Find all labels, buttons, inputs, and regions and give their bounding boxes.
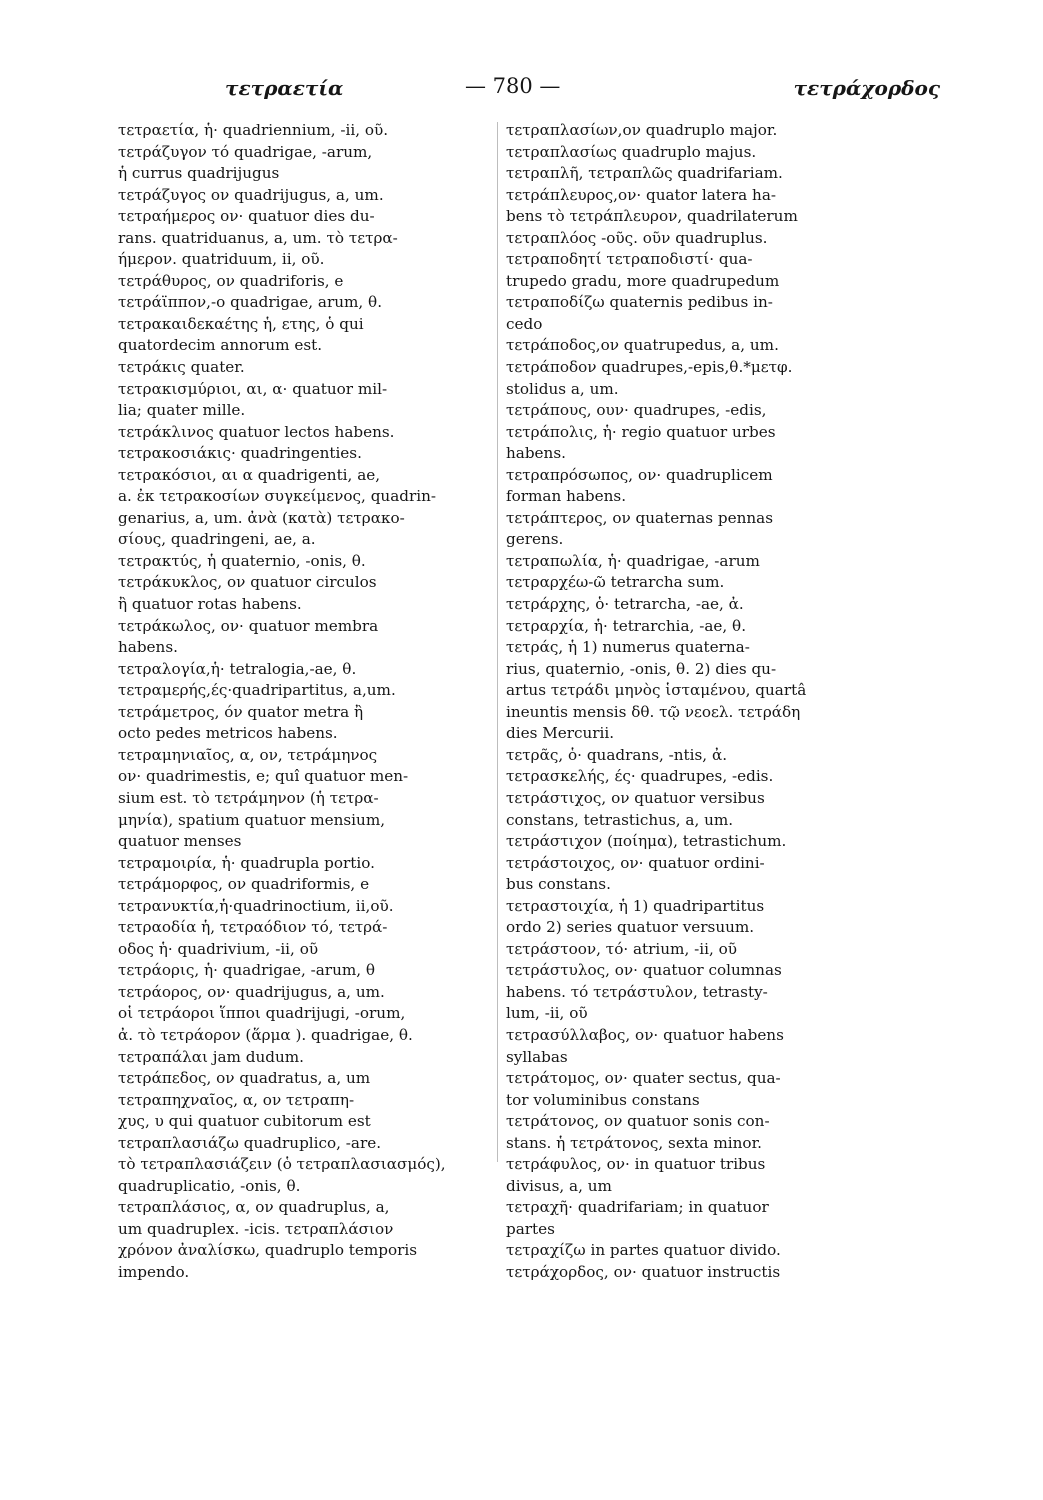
running-head-left: τετραετία: [225, 76, 344, 100]
dictionary-line: τετραοδία ἡ, τετραόδιον τό, τετρά-: [118, 918, 388, 937]
dictionary-line: τετράποδον quadrupes,-epis,θ.*μετφ.: [506, 358, 793, 377]
dictionary-line: τετράκωλος, ον· quatuor membra: [118, 616, 379, 635]
right-column: [506, 120, 888, 1284]
dictionary-line: τετράρχης, ὁ· tetrarcha, -ae, ἀ.: [506, 595, 744, 614]
dictionary-line: lum, -ii, οῦ: [506, 1004, 588, 1023]
dictionary-line: τετρακόσιοι, αι α quadrigenti, ae,: [118, 465, 381, 484]
dictionary-line: trupedo gradu, more quadrupedum: [506, 271, 780, 290]
dictionary-line: τετραμηνιαῖος, α, ον, τετράμηνος: [118, 745, 378, 764]
dictionary-line: τετραπλασιάζω quadruplico, -are.: [118, 1133, 382, 1152]
dictionary-line: τετράπολις, ἡ· regio quatuor urbes: [506, 422, 776, 441]
dictionary-line: divisus, a, um: [506, 1176, 612, 1195]
dictionary-line: ineuntis mensis δθ. τῷ νεοελ. τετράδη: [506, 702, 801, 721]
dictionary-line: bus constans.: [506, 875, 611, 894]
dictionary-line: artus τετράδι μηνὸς ἱσταμένου, quartâ: [506, 681, 807, 700]
dictionary-line: τετράστυλος, ον· quatuor columnas: [506, 961, 782, 980]
dictionary-line: impendo.: [118, 1262, 190, 1281]
dictionary-line: rans. quatriduanus, a, um. τὸ τετρα-: [118, 228, 398, 247]
dictionary-line: bens τὸ τετράπλευρον, quadrilaterum: [506, 207, 798, 226]
dictionary-line: τετρακαιδεκαέτης ἡ, ετης, ὁ qui: [118, 314, 364, 333]
dictionary-line: stolidus a, um.: [506, 379, 619, 398]
dictionary-line: τετρακισμύριοι, αι, α· quatuor mil-: [118, 379, 388, 398]
dictionary-line: quatordecim annorum est.: [118, 336, 323, 355]
dictionary-line: constans, tetrastichus, a, um.: [506, 810, 734, 829]
dictionary-line: τετραρχέω-ῶ tetrarcha sum.: [506, 573, 725, 592]
dictionary-line: τετράποδος,ον quatrupedus, a, um.: [506, 336, 779, 355]
dictionary-line: quatuor menses: [118, 832, 242, 851]
dictionary-line: τετρακτύς, ἡ quaternio, -onis, θ.: [118, 551, 366, 570]
dictionary-line: τετράχορδος, ον· quatuor instructis: [506, 1262, 781, 1281]
dictionary-line: τετραποδίζω quaternis pedibus in-: [506, 293, 773, 312]
dictionary-line: τετραχίζω in partes quatuor divido.: [506, 1241, 781, 1260]
dictionary-line: τετραπάλαι jam dudum.: [118, 1047, 304, 1066]
dictionary-line: syllabas: [506, 1047, 568, 1066]
dictionary-line: forman habens.: [506, 487, 627, 506]
dictionary-line: τετράπλευρος,ον· quator latera ha-: [506, 185, 777, 204]
dictionary-line: τετράκις quater.: [118, 358, 245, 377]
dictionary-line: τετρᾶς, ὁ· quadrans, -ntis, ἀ.: [506, 745, 728, 764]
dictionary-line: a. ἐκ τετρακοσίων συγκείμενος, quadrin-: [118, 487, 437, 506]
dictionary-line: gerens.: [506, 530, 564, 549]
dictionary-line: τετραήμερος ον· quatuor dies du-: [118, 207, 375, 226]
dictionary-line: τετράτομος, ον· quater sectus, qua-: [506, 1069, 781, 1088]
dictionary-line: τετράθυρος, ον quadriforis, e: [118, 271, 344, 290]
dictionary-line: τετράκυκλος, ον quatuor circulos: [118, 573, 377, 592]
dictionary-line: χρόνον ἀναλίσκω, quadruplo temporis: [118, 1241, 418, 1260]
dictionary-line: τετραπλασίων,ον quadruplo major.: [506, 121, 778, 139]
dictionary-line: τετράτονος, ον quatuor sonis con-: [506, 1112, 770, 1131]
dictionary-line: τετραετία, ἡ· quadriennium, -ii, οῦ.: [118, 121, 389, 139]
dictionary-line: ήμερον. quatriduum, ii, οῦ.: [118, 250, 325, 269]
dictionary-line: quadruplicatio, -onis, θ.: [118, 1176, 301, 1195]
dictionary-line: partes: [506, 1219, 555, 1238]
page-number: — 780 —: [465, 74, 561, 98]
dictionary-line: tor voluminibus constans: [506, 1090, 700, 1109]
dictionary-line: τετράφυλος, ον· in quatuor tribus: [506, 1155, 766, 1174]
dictionary-line: um quadruplex. -icis. τετραπλάσιον: [118, 1219, 394, 1238]
page-header: [110, 70, 950, 110]
dictionary-line: μηνία), spatium quatuor mensium,: [118, 810, 386, 829]
dictionary-line: habens.: [118, 638, 178, 657]
running-head-right: τετράχορδος: [793, 76, 940, 100]
dictionary-line: sium est. τὸ τετράμηνον (ἡ τετρα-: [118, 788, 379, 807]
dictionary-line: τετράς, ἡ 1) numerus quaterna-: [506, 638, 750, 657]
dictionary-line: genarius, a, um. ἀνὰ (κατὰ) τετρακο-: [118, 508, 405, 527]
dictionary-line: stans. ἡ τετράτονος, sexta minor.: [506, 1133, 762, 1152]
dictionary-line: τετράπτερος, ον quaternas pennas: [506, 508, 774, 527]
dictionary-line: τὸ τετραπλασιάζειν (ὁ τετραπλασιασμός),: [118, 1155, 446, 1174]
dictionary-line: τετράϊππον,-ο quadrigae, arum, θ.: [118, 293, 383, 312]
dictionary-line: ἢ quatuor rotas habens.: [118, 595, 302, 614]
dictionary-line: τετράστιχον (ποίημα), tetrastichum.: [506, 832, 787, 851]
dictionary-line: τετρανυκτία,ἡ·quadrinoctium, ii,οῦ.: [118, 896, 394, 915]
dictionary-line: τετρακοσιάκις· quadringenties.: [118, 444, 362, 463]
dictionary-line: οδος ἡ· quadrivium, -ii, οῦ: [118, 939, 319, 958]
dictionary-line: τετραπωλία, ἡ· quadrigae, -arum: [506, 551, 760, 570]
dictionary-line: octo pedes metricos habens.: [118, 724, 338, 743]
dictionary-line: τετράκλινος quatuor lectos habens.: [118, 422, 395, 441]
dictionary-line: τετραπρόσωπος, ον· quadruplicem: [506, 465, 773, 484]
dictionary-line: τετραπλασίως quadruplo majus.: [506, 142, 757, 161]
dictionary-line: τετραρχία, ἡ· tetrarchia, -ae, θ.: [506, 616, 747, 635]
dictionary-line: τετράμορφος, ον quadriformis, e: [118, 875, 370, 894]
dictionary-line: χυς, υ qui quatuor cubitorum est: [118, 1112, 371, 1131]
dictionary-line: τετράστοον, τό· atrium, -ii, οῦ: [506, 939, 737, 958]
dictionary-line: τετράμετρος, όν quator metra ἢ: [118, 702, 364, 721]
dictionary-line: τετραπλῆ, τετραπλῶς quadrifariam.: [506, 164, 783, 183]
dictionary-line: τετραλογία,ἡ· tetralogia,-ae, θ.: [118, 659, 357, 678]
dictionary-line: τετραπηχναῖος, α, ον τετραπη-: [118, 1090, 355, 1109]
dictionary-line: τετραπλάσιος, α, ον quadruplus, a,: [118, 1198, 390, 1217]
dictionary-line: ἡ currus quadrijugus: [118, 164, 280, 183]
dictionary-line: dies Mercurii.: [506, 724, 615, 743]
dictionary-line: habens.: [506, 444, 566, 463]
dictionary-line: τετραμοιρία, ἡ· quadrupla portio.: [118, 853, 375, 872]
dictionary-line: cedo: [506, 314, 543, 333]
dictionary-line: lia; quater mille.: [118, 401, 246, 420]
dictionary-line: σίους, quadringeni, ae, a.: [118, 530, 316, 549]
dictionary-line: habens. τό τετράστυλον, tetrasty-: [506, 982, 768, 1001]
dictionary-line: τετρασύλλαβος, ον· quatuor habens: [506, 1025, 784, 1044]
dictionary-line: τετραπλόος -οῦς. οῦν quadruplus.: [506, 228, 768, 247]
left-column: [118, 120, 500, 1284]
dictionary-line: ordo 2) series quatuor versuum.: [506, 918, 755, 937]
dictionary-line: τετράζυγον τό quadrigae, -arum,: [118, 142, 373, 161]
dictionary-line: τετράστιχος, ον quatuor versibus: [506, 788, 765, 807]
dictionary-line: ον· quadrimestis, e; quî quatuor men-: [118, 767, 409, 786]
dictionary-line: τετράορις, ἡ· quadrigae, -arum, θ: [118, 961, 376, 980]
dictionary-line: τετραποδητί τετραποδιστί· qua-: [506, 250, 753, 269]
dictionary-line: τετραχῆ· quadrifariam; in quatuor: [506, 1198, 769, 1217]
dictionary-line: τετράπεδος, ον quadratus, a, um: [118, 1069, 371, 1088]
dictionary-line: τετράπους, ουν· quadrupes, -edis,: [506, 401, 767, 420]
dictionary-line: ἀ. τὸ τετράορον (ἅρμα ). quadrigae, θ.: [118, 1025, 413, 1044]
dictionary-line: τετρασκελής, ές· quadrupes, -edis.: [506, 767, 774, 786]
dictionary-line: τετράστοιχος, ον· quatuor ordini-: [506, 853, 765, 872]
dictionary-line: τετραστοιχία, ἡ 1) quadripartitus: [506, 896, 765, 915]
column-divider: [497, 122, 498, 1162]
dictionary-line: τετράζυγος ον quadrijugus, a, um.: [118, 185, 384, 204]
dictionary-line: τετράορος, ον· quadrijugus, a, um.: [118, 982, 385, 1001]
dictionary-line: rius, quaternio, -onis, θ. 2) dies qu-: [506, 659, 777, 678]
dictionary-line: τετραμερής,ές·quadripartitus, a,um.: [118, 681, 396, 700]
dictionary-line: οἱ τετράοροι ἵπποι quadrijugi, -orum,: [118, 1004, 406, 1023]
